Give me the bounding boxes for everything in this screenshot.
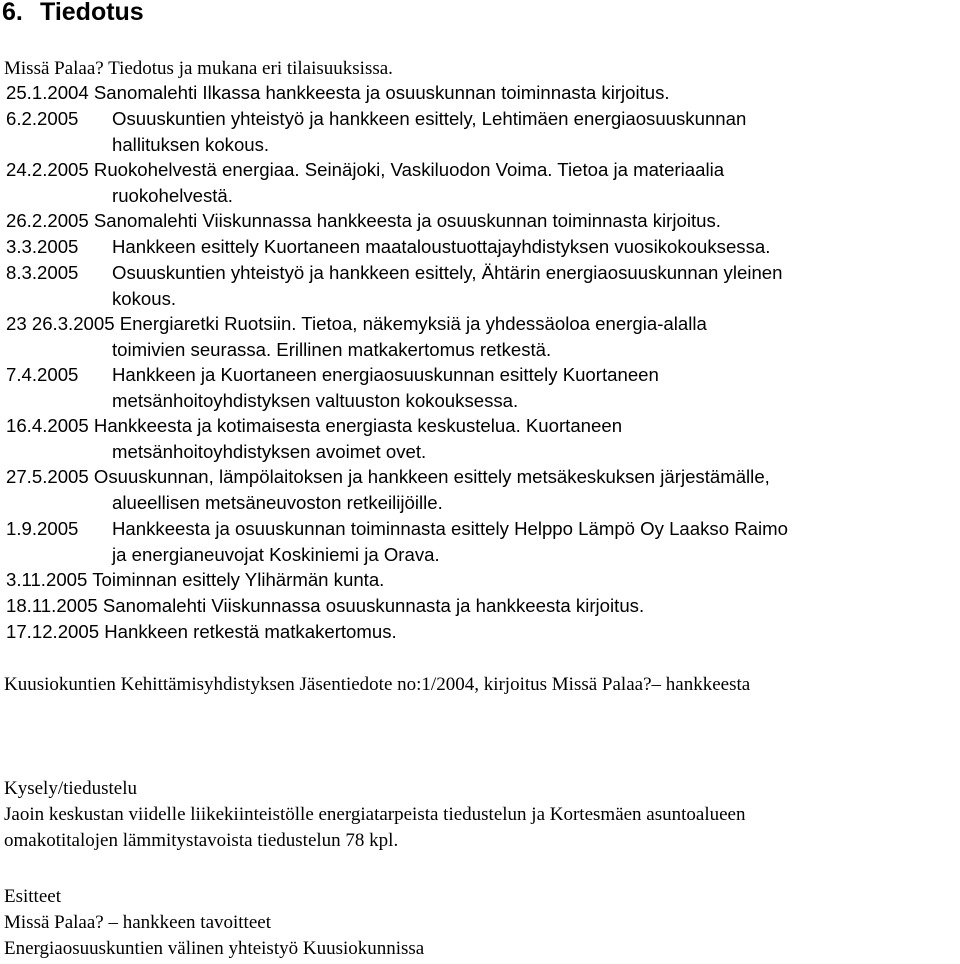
entry-date: 1.9.2005 (6, 518, 79, 539)
list-item (6, 593, 644, 619)
entry-text-continued: ruokohelvestä. (112, 184, 233, 206)
section-heading (2, 0, 144, 28)
entry-date: 3.11.2005 (6, 569, 88, 590)
bulletin-text: Kuusiokuntien Kehittämisyhdistyksen Jäsentiedote no:1/2004, kirjoitus Missä Palaa? (4, 674, 652, 695)
bulletin-line: Kuusiokuntien Kehittämisyhdistyksen Jäsentiedote no:1/2004, kirjoitus Missä Palaa?– hankkeesta (4, 674, 751, 695)
list-item (6, 567, 384, 593)
entry-text: Energiaretki Ruotsiin. Tietoa, näkemyksiä ja yhdessäoloa energia-alalla (119, 313, 707, 334)
entry-text: Osuuskuntien yhteistyö ja hankkeen esittely, Ähtärin energiaosuuskunnan yleinen (112, 262, 783, 283)
list-item (6, 106, 746, 157)
entry-date: 18.11.2005 (6, 595, 98, 616)
list-item (6, 80, 670, 106)
list-item (6, 413, 622, 464)
entry-text-continued: ja energianeuvojat Koskiniemi ja Orava. (112, 543, 440, 565)
entry-text: Osuuskuntien yhteistyö ja hankkeen esittely, Lehtimäen energiaosuuskunnan (112, 108, 747, 129)
entry-date: 25.1.2004 (6, 82, 89, 103)
entry-date: 24.2.2005 (6, 159, 89, 180)
entry-text: Sanomalehti Viiskunnassa hankkeesta ja osuuskunnan toiminnasta kirjoitus. (93, 210, 721, 231)
list-item (6, 516, 788, 567)
brochure-item-text-end: hankkeen tavoitteet (122, 912, 271, 933)
intro-line: Missä Palaa? Tiedotus ja mukana eri tilaisuuksissa. (4, 58, 393, 79)
entry-text-continued: alueellisen metsäneuvoston retkeilijöille. (112, 491, 443, 513)
entry-text-continued: toimivien seurassa. Erillinen matkakertomus retkestä. (112, 338, 552, 360)
list-item (6, 619, 397, 645)
entry-date: 26.2.2005 (6, 210, 89, 231)
section-number: 6. (2, 0, 23, 26)
entry-date: 17.12.2005 (6, 621, 100, 642)
bulletin-text-end: hankkeesta (665, 674, 751, 695)
list-item (6, 464, 770, 515)
entry-text-continued: metsänhoitoyhdistyksen valtuuston kokouksessa. (112, 389, 519, 411)
survey-heading: Kysely/tiedustelu (4, 778, 137, 799)
entry-date: 16.4.2005 (6, 415, 89, 436)
entry-date: 27.5.2005 (6, 466, 89, 487)
entry-text: Sanomalehti Ilkassa hankkeesta ja osuuskunnan toiminnasta kirjoitus. (93, 82, 670, 103)
list-item (6, 362, 659, 413)
entry-text: Ruokohelvestä energiaa. Seinäjoki, Vaskiluodon Voima. Tietoa ja materiaalia (93, 159, 725, 180)
section-title: Tiedotus (40, 0, 144, 26)
entry-date: 6.2.2005 (6, 108, 79, 129)
list-item (6, 311, 707, 362)
brochure-item: Missä Palaa? – hankkeen tavoitteet (4, 912, 271, 933)
entry-text: Sanomalehti Viiskunnassa osuuskunnasta ja hankkeesta kirjoitus. (102, 595, 645, 616)
entry-text-continued: kokous. (112, 287, 177, 309)
entry-text: Hankkeen ja Kuortaneen energiaosuuskunnan esittely Kuortaneen (112, 364, 659, 385)
brochures-heading: Esitteet (4, 886, 61, 907)
entry-text-continued: metsänhoitoyhdistyksen avoimet ovet. (112, 440, 427, 462)
survey-text: Jaoin keskustan viidelle liikekiinteistölle energiatarpeista tiedustelun ja Kortesmäen asuntoalueen (4, 804, 746, 825)
entry-text: Osuuskunnan, lämpölaitoksen ja hankkeen esittely metsäkeskuksen järjestämälle, (93, 466, 770, 487)
entry-text: Toiminnan esittely Ylihärmän kunta. (92, 569, 385, 590)
entry-text: Hankkeen retkestä matkakertomus. (104, 621, 397, 642)
survey-text: omakotitalojen lämmitystavoista tiedustelun 78 kpl. (4, 830, 399, 851)
list-item (6, 208, 721, 234)
brochure-item-text: Missä Palaa? (4, 912, 104, 933)
brochure-item: Energiaosuuskuntien välinen yhteistyö Kuusiokunnissa (4, 938, 425, 959)
list-item (6, 260, 782, 311)
entry-date: 23 26.3.2005 (6, 313, 115, 334)
entry-date: 8.3.2005 (6, 262, 79, 283)
entry-text: Hankkeesta ja osuuskunnan toiminnasta esittely Helppo Lämpö Oy Laakso Raimo (112, 518, 788, 539)
entry-date: 7.4.2005 (6, 364, 79, 385)
entry-text: Hankkeesta ja kotimaisesta energiasta keskustelua. Kuortaneen (93, 415, 623, 436)
entry-text: Hankkeen esittely Kuortaneen maataloustuottajayhdistyksen vuosikokouksessa. (112, 236, 771, 257)
entry-date: 3.3.2005 (6, 236, 79, 257)
entry-text-continued: hallituksen kokous. (112, 133, 270, 155)
list-item (6, 234, 770, 260)
list-item (6, 157, 724, 208)
